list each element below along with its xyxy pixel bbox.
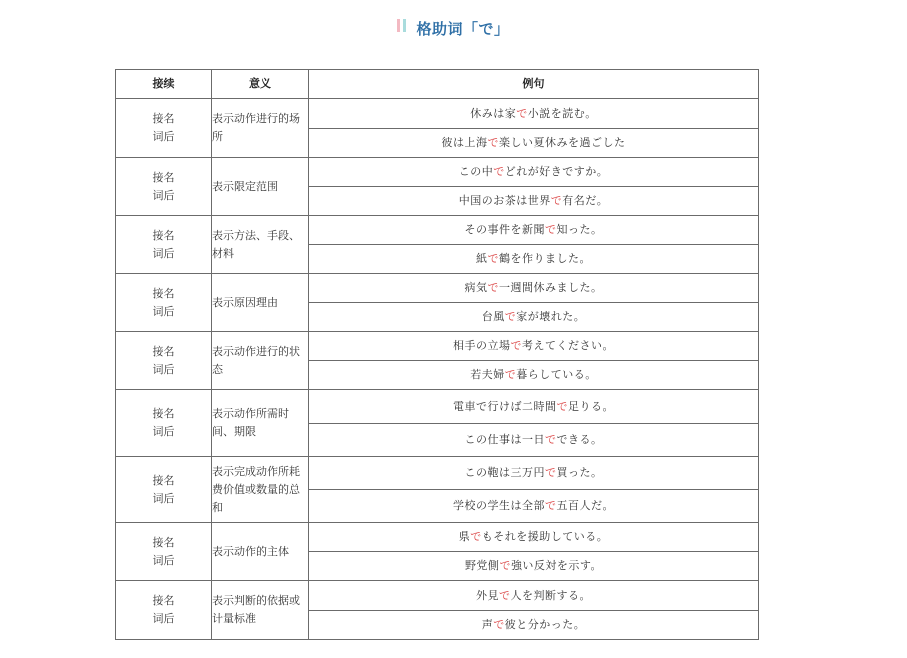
example-cell [309, 552, 759, 581]
example-text: 知った。 [556, 223, 603, 236]
example-text: 若夫婦 [470, 368, 505, 381]
connection-cell: 接名 词后 [116, 158, 212, 216]
example-text: 買った。 [556, 466, 603, 479]
particle-de-highlight: で [545, 223, 557, 236]
example-text: 人を判断する。 [510, 588, 591, 602]
particle-de-highlight: で [493, 165, 505, 178]
meaning-cell: 表示动作进行的状态 [212, 332, 309, 390]
example-text: 考えてください。 [522, 339, 614, 352]
example-text: 有名だ。 [562, 194, 609, 207]
meaning-cell: 表示限定范围 [212, 158, 309, 216]
particle-de-highlight: で [499, 588, 511, 602]
particle-de-highlight: で [487, 136, 499, 149]
particle-de-highlight: で [504, 310, 517, 323]
grammar-table [115, 69, 759, 640]
example-text: 休みは家 [470, 106, 517, 120]
example-text: この中 [458, 165, 494, 178]
title-decoration-icon [397, 19, 406, 32]
particle-de-highlight: で [550, 194, 563, 207]
example-text: 強い反対を示す。 [510, 559, 603, 572]
example-text: 野党側 [464, 559, 500, 572]
example-cell [309, 187, 759, 216]
particle-de-highlight: で [487, 252, 499, 265]
particle-de-highlight: で [556, 399, 568, 413]
example-text: できる。 [556, 433, 603, 446]
connection-cell: 接名 词后 [116, 390, 212, 457]
connection-cell: 接名 词后 [116, 216, 212, 274]
example-text: 彼は上海 [441, 136, 488, 149]
example-text: 暮らしている。 [516, 368, 597, 381]
example-cell [309, 611, 759, 640]
meaning-cell: 表示动作所需时间、期限 [212, 390, 309, 457]
example-cell [309, 303, 759, 332]
example-text: 楽しい夏休みを過ごした [499, 136, 626, 149]
particle-de-highlight: で [545, 499, 557, 512]
example-cell [309, 581, 759, 611]
example-text: どれが好きですか。 [504, 165, 609, 178]
example-cell [309, 332, 759, 361]
connection-cell: 接名 词后 [116, 332, 212, 390]
table-row [116, 99, 759, 129]
example-text: 一週間休みました。 [499, 281, 603, 294]
particle-de-highlight: で [493, 618, 505, 631]
example-text: 相手の立場 [453, 339, 511, 352]
example-text: 鶴を作りました。 [499, 252, 591, 265]
example-cell [309, 99, 759, 129]
example-cell [309, 523, 759, 552]
example-text: 病気 [464, 281, 488, 294]
example-cell [309, 361, 759, 390]
example-cell [309, 158, 759, 187]
table-row [116, 158, 759, 187]
example-text: 台風 [481, 310, 505, 323]
example-text: 県 [458, 530, 471, 543]
connection-cell: 接名 词后 [116, 457, 212, 523]
connection-cell: 接名 词后 [116, 99, 212, 158]
header-meaning: 意义 [212, 70, 309, 99]
particle-de-highlight: で [545, 433, 557, 446]
example-cell [309, 457, 759, 490]
example-text: その事件を新聞 [464, 223, 545, 236]
page-title: 格助词「で」 [416, 20, 510, 38]
table-row [116, 390, 759, 424]
example-text: もそれを援助している。 [481, 530, 609, 543]
connection-cell: 接名 词后 [116, 523, 212, 581]
header-connection: 接续 [116, 70, 212, 99]
table-row [116, 332, 759, 361]
example-text: 紙 [476, 252, 488, 265]
particle-de-highlight: で [470, 530, 482, 543]
table-row [116, 216, 759, 245]
example-text: 家が壊れた。 [516, 310, 586, 323]
connection-cell: 接名 词后 [116, 274, 212, 332]
particle-de-highlight: で [487, 281, 499, 294]
example-cell [309, 424, 759, 457]
meaning-cell: 表示动作的主体 [212, 523, 309, 581]
example-cell [309, 274, 759, 303]
meaning-cell: 表示完成动作所耗费价值或数量的总和 [212, 457, 309, 523]
header-examples: 例句 [309, 70, 759, 99]
table-row [116, 523, 759, 552]
meaning-cell: 表示判断的依据或计量标准 [212, 581, 309, 640]
particle-de-highlight: で [545, 466, 557, 479]
example-text: 電車で行けば二時間 [453, 399, 557, 413]
title-bar [0, 18, 907, 39]
example-cell [309, 216, 759, 245]
table-row [116, 274, 759, 303]
example-cell [309, 490, 759, 523]
example-text: この鞄は三万円 [464, 466, 545, 479]
example-cell [309, 245, 759, 274]
example-text: この仕事は一日 [464, 433, 545, 446]
example-text: 外見 [476, 588, 499, 602]
meaning-cell: 表示原因理由 [212, 274, 309, 332]
connection-cell: 接名 词后 [116, 581, 212, 640]
particle-de-highlight: で [499, 559, 511, 572]
meaning-cell: 表示方法、手段、材料 [212, 216, 309, 274]
example-text: 中国のお茶は世界 [458, 194, 551, 207]
example-text: 彼と分かった。 [504, 618, 586, 631]
particle-de-highlight: で [504, 368, 517, 381]
particle-de-highlight: で [510, 339, 522, 352]
table-row [116, 457, 759, 490]
meaning-cell: 表示动作进行的场所 [212, 99, 309, 158]
example-cell [309, 390, 759, 424]
example-text: 学校の学生は全部 [453, 499, 545, 512]
table-header-row [116, 70, 759, 99]
example-text: 小説を読む。 [527, 106, 597, 120]
particle-de-highlight: で [516, 106, 528, 120]
example-text: 五百人だ。 [556, 499, 614, 512]
table-row [116, 581, 759, 611]
example-cell [309, 129, 759, 158]
example-text: 足りる。 [568, 399, 614, 413]
example-text: 声 [481, 618, 494, 631]
